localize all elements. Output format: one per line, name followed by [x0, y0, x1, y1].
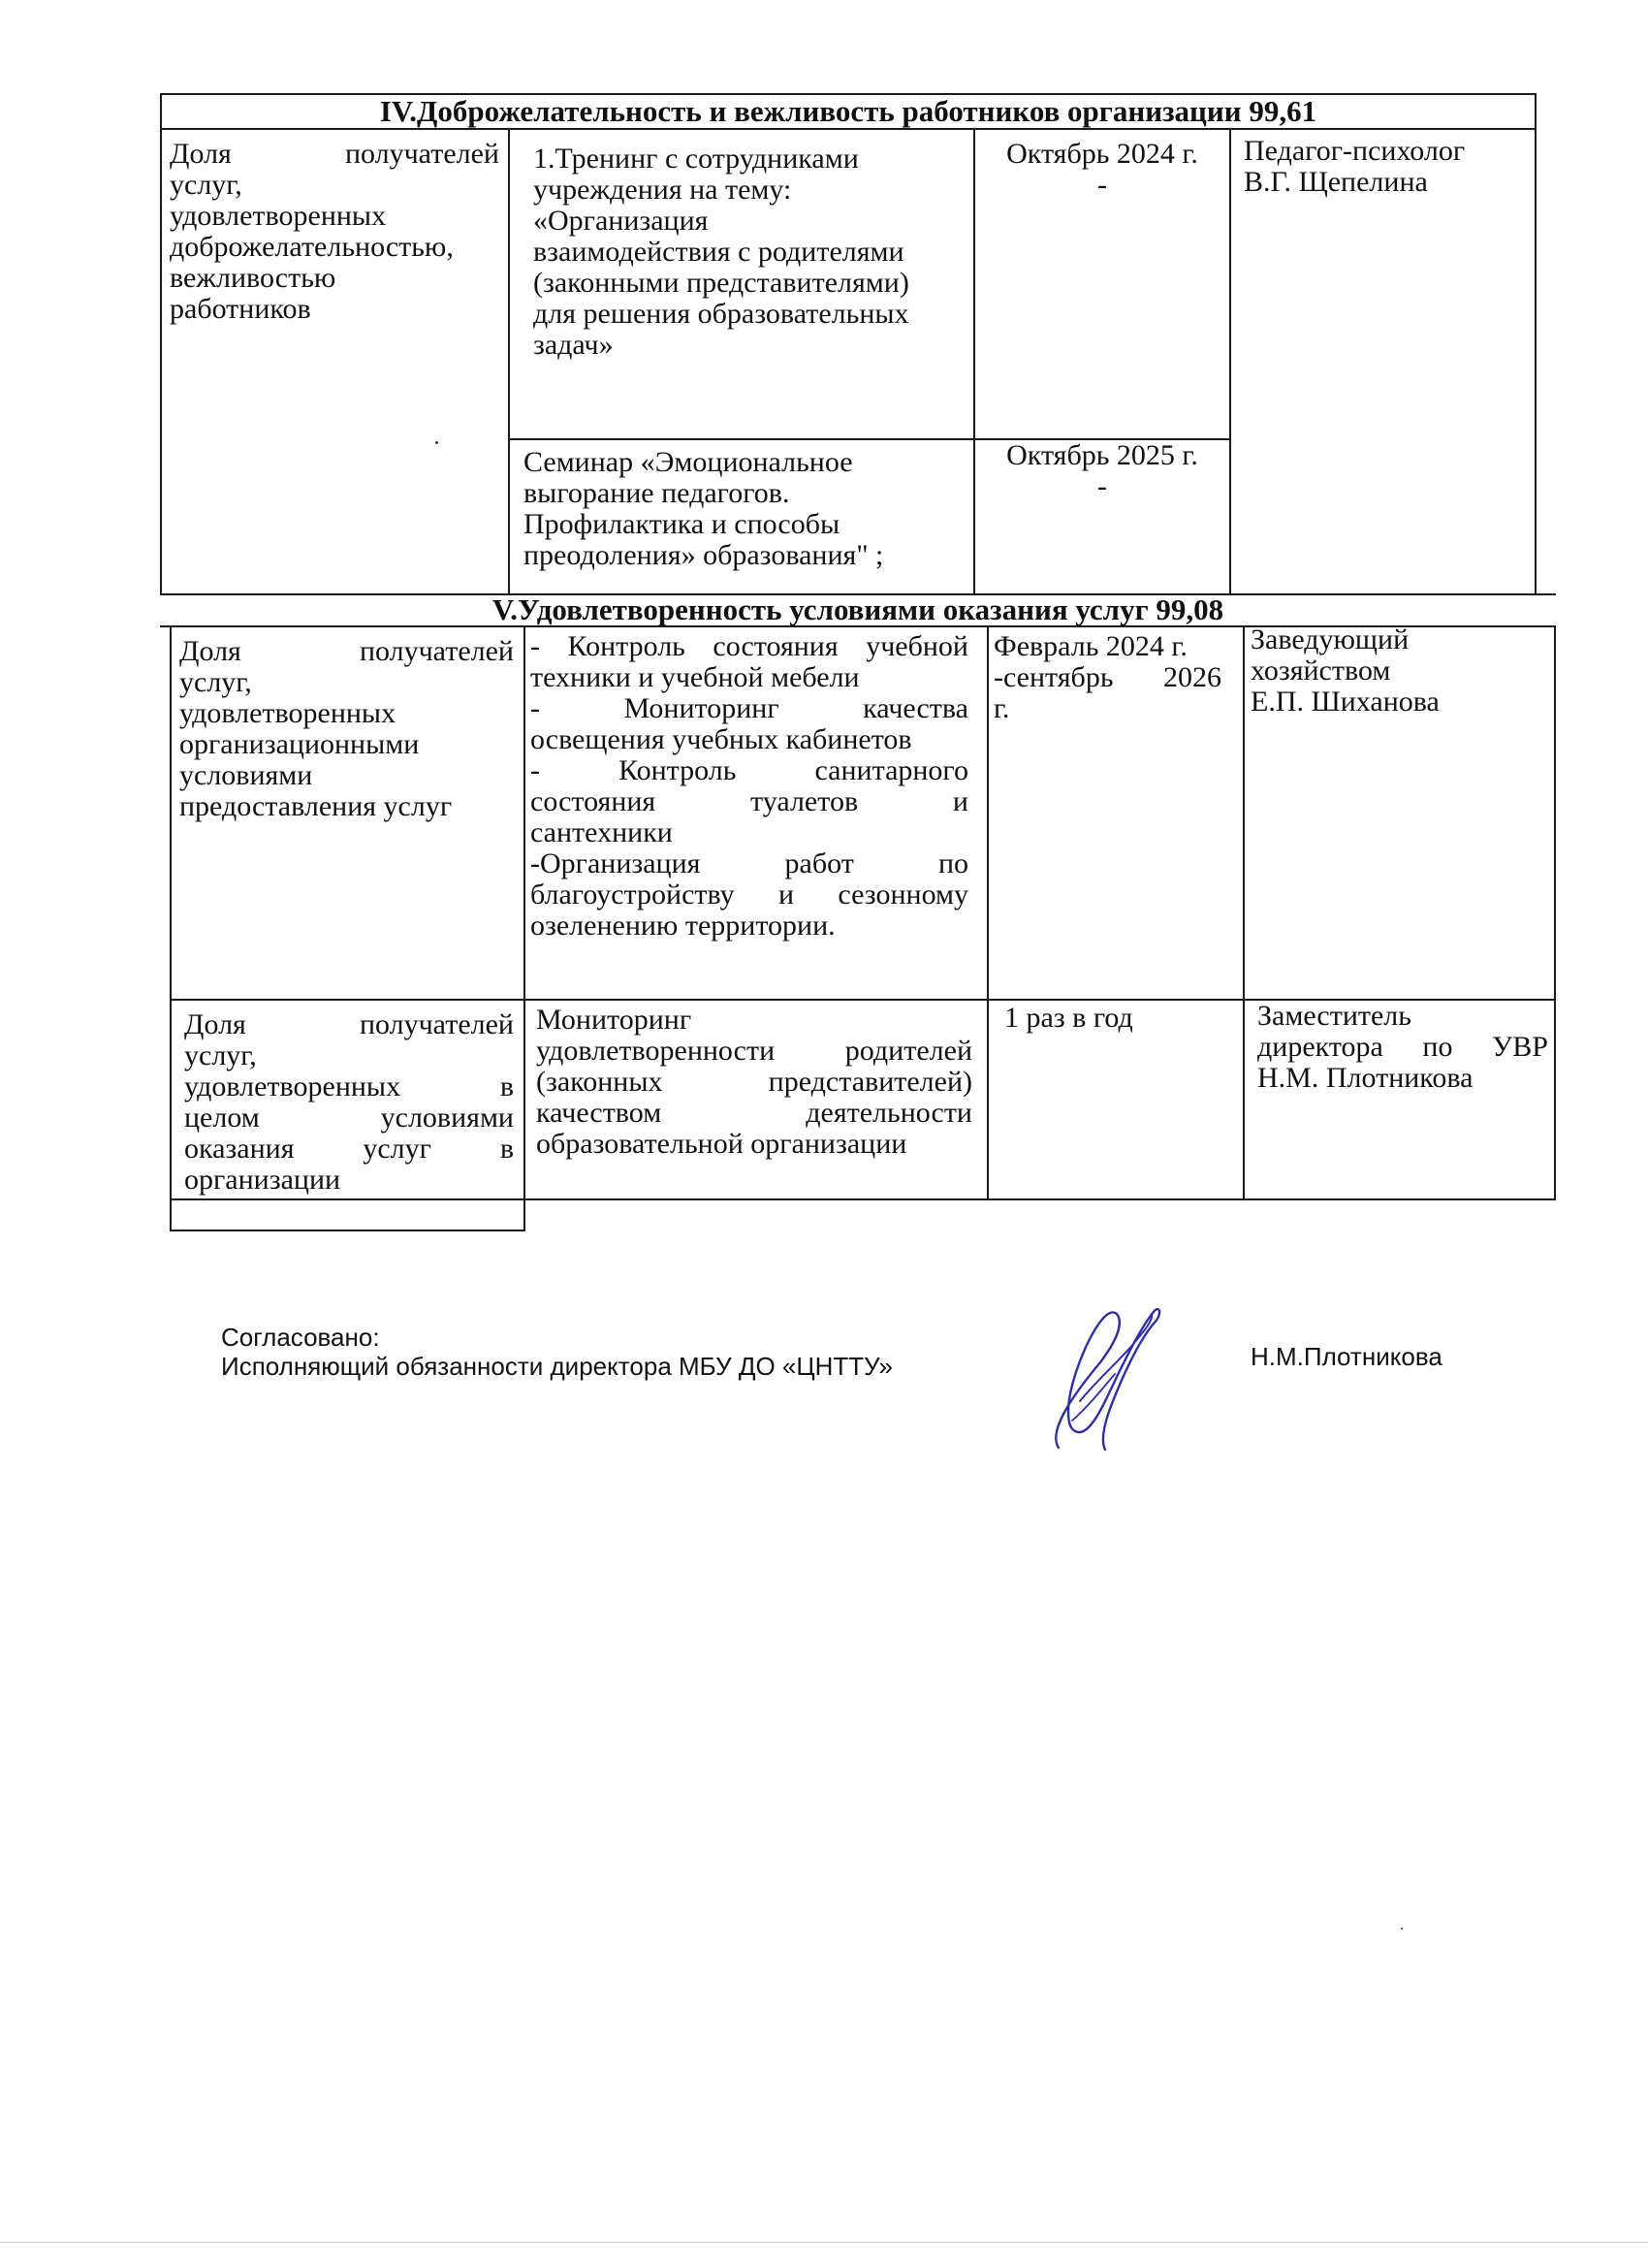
indicator-cell: Доля получателей услуг, удовлетворенных организационными условиями предоставления услуг — [179, 636, 514, 822]
section-title: IV.Доброжелательность и вежливость работников организации 99,61 — [379, 94, 1317, 128]
measure-cell: Мониторинг удовлетворенности родителей (законных представителей) качеством деятельности образовательной организации — [536, 1005, 972, 1160]
scan-edge — [0, 2242, 1648, 2243]
section-title: V.Удовлетворенность условиями оказания услуг 99,08 — [491, 592, 1224, 626]
measure-cell: - Контроль состояния учебной техники и учебной мебели - Мониторинг качества освещения учебных кабинетов - Контроль санитарного состояния туалетов и сантехники -Организация работ по благоустройству и сезонному озеленению территории. — [530, 631, 968, 942]
responsible-cell: Педагог-психолог В.Г. Щепелина — [1244, 136, 1466, 198]
approval-label: Согласовано: — [221, 1323, 380, 1352]
measure-cell: 1.Тренинг с сотрудниками учреждения на тему: «Организация взаимодействия с родителями (законными представителями) для решения образовательных задач» — [533, 144, 909, 361]
handwritten-signature — [1008, 1285, 1183, 1479]
responsible-cell: Заведующий хозяйством Е.П. Шиханова — [1251, 624, 1440, 718]
responsible-cell: Заместитель директора по УВР Н.М. Плотникова — [1257, 1001, 1548, 1094]
approver-name: Н.М.Плотникова — [1251, 1342, 1442, 1371]
measure-cell: Семинар «Эмоциональное выгорание педагогов. Профилактика и способы преодоления» образования" ; — [523, 447, 884, 571]
scan-speck — [1401, 1928, 1403, 1930]
scan-speck — [435, 441, 438, 444]
term-cell: Октябрь 2024 г. - — [1006, 139, 1198, 201]
term-cell: Февраль 2024 г. -сентябрь 2026 г. — [994, 631, 1221, 724]
indicator-cell: Доля получателей услуг, удовлетворенных доброжелательностью, вежливостью работников — [170, 139, 499, 325]
term-cell: Октябрь 2025 г. - — [1006, 440, 1198, 502]
indicator-cell: Доля получателей услуг, удовлетворенных в целом условиями оказания услуг в организации — [184, 1009, 514, 1196]
approver-position: Исполняющий обязанности директора МБУ ДО «ЦНТТУ» — [221, 1352, 893, 1381]
term-cell: 1 раз в год — [1004, 1003, 1133, 1034]
